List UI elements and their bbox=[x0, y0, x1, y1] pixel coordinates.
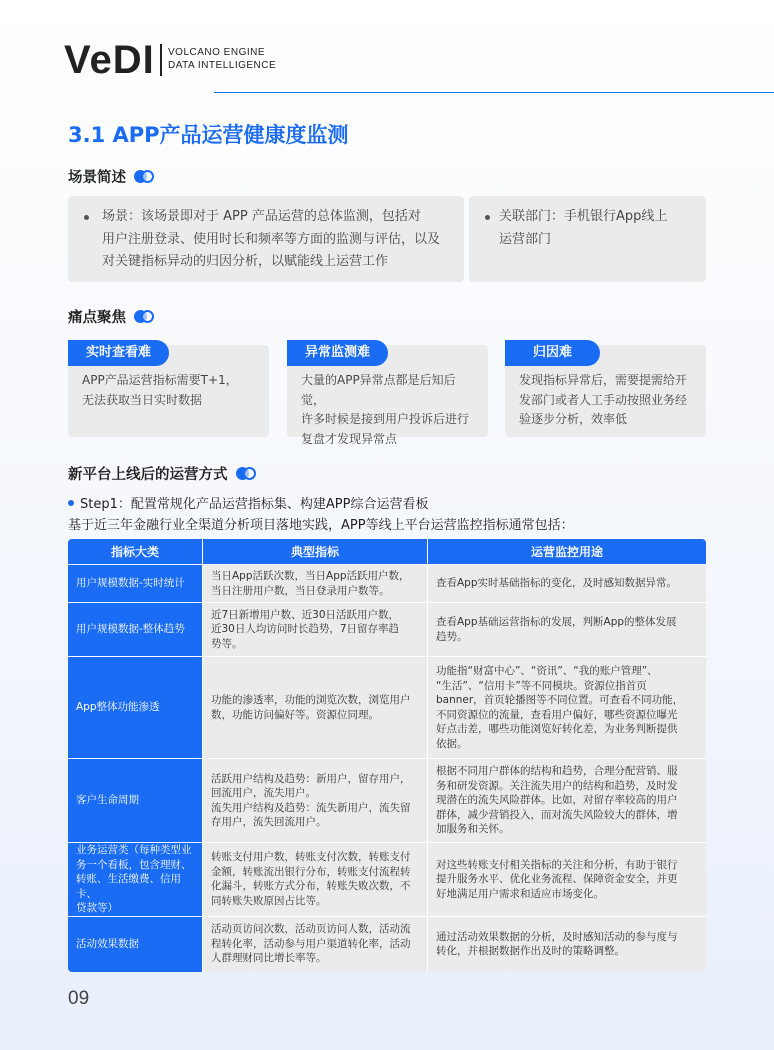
logo-separator bbox=[160, 44, 162, 76]
cell-line: 用户规模数据-整体趋势 bbox=[76, 623, 185, 636]
scene-right-line: 关联部门：手机银行App线上 bbox=[499, 209, 668, 224]
logo-subtitle-line2: DATA INTELLIGENCE bbox=[168, 60, 277, 71]
table-cell-category bbox=[68, 916, 203, 972]
step-dot-icon bbox=[68, 500, 74, 506]
pain-heading bbox=[68, 306, 154, 327]
table-header: 运营监控用途 bbox=[428, 539, 706, 564]
cell-line: 当日注册用户数，当日登录用户数等。 bbox=[211, 584, 390, 597]
cell-line: 数，功能访问偏好等。资源位同理。 bbox=[211, 708, 379, 721]
pain-heading-text: 痛点聚焦 bbox=[68, 310, 126, 326]
pain-card-anomaly bbox=[287, 345, 488, 446]
pain-card-attribution bbox=[505, 345, 706, 437]
table-cell-example bbox=[203, 758, 428, 842]
table-cell-category bbox=[68, 842, 203, 916]
table-cell-example bbox=[203, 564, 428, 602]
cell-line: 务和研发资源。关注流失用户的结构和趋势，及时发 bbox=[436, 779, 678, 792]
cell-line: 加服务和关怀。 bbox=[436, 823, 510, 836]
cell-line: 根据不同用户群体的结构和趋势，合理分配营销、服 bbox=[436, 765, 678, 778]
scene-right-text bbox=[499, 206, 667, 251]
cell-line: 查看App实时基础指标的变化，及时感知数据异常。 bbox=[436, 577, 678, 590]
pain-line: 发部门或者人工手动按照业务经 bbox=[519, 392, 688, 407]
scene-box-left bbox=[68, 196, 464, 282]
toggle-icon bbox=[134, 170, 154, 183]
cell-line: 金额，转账流出银行分布，转账支付流程转 bbox=[211, 865, 411, 878]
pain-line: 验逐步分析，效率低 bbox=[519, 412, 628, 426]
table-cell-category bbox=[68, 564, 203, 602]
table-cell-example bbox=[203, 656, 428, 758]
toggle-icon bbox=[236, 467, 256, 480]
newplat-heading-text: 新平台上线后的运营方式 bbox=[68, 467, 228, 483]
pain-line: 大量的APP异常点都是后知后觉， bbox=[301, 373, 456, 407]
table-cell-example bbox=[203, 602, 428, 656]
cell-line: 存用户，流失回流用户。 bbox=[211, 816, 327, 828]
cell-line: 务一个看板，包含理财、 bbox=[76, 858, 192, 871]
scene-left-text bbox=[102, 206, 440, 274]
cell-line: 趋势。 bbox=[436, 630, 468, 643]
cell-line: 势等。 bbox=[211, 637, 243, 650]
table-row bbox=[68, 602, 706, 656]
page-number: 09 bbox=[68, 988, 90, 1009]
header bbox=[64, 38, 774, 94]
metrics-table bbox=[68, 539, 706, 972]
cell-line: 回流用户，流失用户。 bbox=[211, 787, 316, 799]
table-header-row bbox=[68, 539, 706, 564]
table-row bbox=[68, 916, 706, 972]
cell-line: 功能指“财富中心”、“资讯”、“我的账户管理”、 bbox=[436, 665, 658, 677]
cell-line: 群体，减少营销投入，而对流失风险较大的群体，增 bbox=[436, 808, 678, 821]
cell-line: 程转化率，活动参与用户渠道转化率，活动 bbox=[211, 937, 411, 950]
pain-line: 复盘才发现异常点 bbox=[301, 431, 398, 446]
cell-line: 化漏斗，转账方式分布，转账失败次数，不 bbox=[211, 880, 411, 893]
cell-line: 通过活动效果数据的分析，及时感知活动的参与度与 bbox=[436, 930, 678, 943]
pain-line: 许多时候是接到用户投诉后进行 bbox=[301, 412, 470, 426]
cell-line: “生活”、“信用卡”等不同模块。资源位指首页 bbox=[436, 679, 647, 692]
pain-text bbox=[301, 371, 478, 449]
pain-tag: 归因难 bbox=[505, 340, 600, 366]
cell-line: 转账支付用户数，转账支付次数，转账支付 bbox=[211, 851, 411, 864]
table-row bbox=[68, 758, 706, 842]
table-cell-example bbox=[203, 842, 428, 916]
table-cell-category bbox=[68, 602, 203, 656]
section-title: 3.1 APP产品运营健康度监测 bbox=[68, 123, 349, 147]
cell-line: 同转账失败原因占比等。 bbox=[211, 894, 327, 907]
table-cell-usage bbox=[428, 656, 706, 758]
cell-line: 用户规模数据-实时统计 bbox=[76, 577, 185, 590]
cell-line: 近7日新增用户数、近30日活跃用户数， bbox=[211, 608, 400, 621]
cell-line: 活动页访问次数，活动页访问人数，活动流 bbox=[211, 923, 411, 936]
cell-line: 现潜在的流失风险群体。比如，对留存率较高的用户 bbox=[436, 794, 678, 807]
cell-line: 贷款等） bbox=[76, 902, 118, 914]
table-cell-usage bbox=[428, 564, 706, 602]
scene-heading bbox=[68, 166, 154, 187]
cell-line: 近30日人均访问时长趋势，7日留存率趋 bbox=[211, 623, 400, 636]
header-divider bbox=[214, 92, 774, 93]
table-cell-usage bbox=[428, 602, 706, 656]
cell-line: App整体功能渗透 bbox=[76, 701, 160, 714]
pain-tag: 实时查看难 bbox=[68, 340, 169, 366]
pain-line: 无法获取当日实时数据 bbox=[82, 392, 203, 407]
logo-subtitle-line1: VOLCANO ENGINE bbox=[168, 47, 266, 58]
table-cell-category bbox=[68, 656, 203, 758]
scene-left-line: 场景：该场景即对于 APP 产品运营的总体监测，包括对 bbox=[102, 209, 421, 224]
scene-right-line: 运营部门 bbox=[499, 231, 552, 247]
intro-text: 基于近三年金融行业全渠道分析项目落地实践，APP等线上平台运营监控指标通常包括： bbox=[68, 518, 574, 533]
bullet-icon bbox=[84, 215, 89, 220]
cell-line: 转化，并根据数据作出及时的策略调整。 bbox=[436, 945, 625, 957]
table-header: 指标大类 bbox=[68, 539, 203, 564]
cell-line: 不同资源位的流量，查看用户偏好，哪些资源位曝光 bbox=[436, 708, 678, 721]
table-cell-example bbox=[203, 916, 428, 972]
logo-subtitle bbox=[168, 46, 276, 72]
cell-line: 依据。 bbox=[436, 737, 468, 750]
scene-heading-text: 场景简述 bbox=[68, 170, 126, 186]
step1-text: Step1：配置常规化产品运营指标集、构建APP综合运营看板 bbox=[80, 497, 429, 512]
cell-line: 提升服务水平、优化业务流程、保障资金安全，并更 bbox=[436, 873, 678, 885]
scene-left-line: 用户注册登录、使用时长和频率等方面的监测与评估，以及 bbox=[102, 231, 441, 247]
cell-line: 当日App活跃次数，当日App活跃用户数， bbox=[211, 570, 410, 582]
step1 bbox=[68, 493, 428, 512]
cell-line: 查看App基础运营指标的发展，判断App的整体发展 bbox=[436, 616, 677, 628]
cell-line: banner，首页轮播图等不同位置。可查看不同功能， bbox=[436, 694, 684, 706]
table-cell-usage bbox=[428, 758, 706, 842]
table-header: 典型指标 bbox=[203, 539, 428, 564]
bullet-icon bbox=[485, 215, 490, 220]
table-row bbox=[68, 564, 706, 602]
scene-box-right bbox=[469, 196, 706, 282]
pain-line: APP产品运营指标需要T+1， bbox=[82, 373, 238, 387]
cell-line: 好点击差，哪些功能浏览好转化差，为业务判断提供 bbox=[436, 723, 678, 735]
cell-line: 客户生命周期 bbox=[76, 794, 139, 807]
pain-card-realtime bbox=[68, 345, 269, 437]
pain-tag: 异常监测难 bbox=[287, 340, 388, 366]
table-cell-usage bbox=[428, 916, 706, 972]
table-cell-category bbox=[68, 758, 203, 842]
cell-line: 转账、生活缴费、信用卡、 bbox=[76, 873, 181, 900]
toggle-icon bbox=[134, 310, 154, 323]
cell-line: 好地满足用户需求和适应市场变化。 bbox=[436, 887, 604, 900]
cell-line: 流失用户结构及趋势：流失新用户，流失留 bbox=[211, 801, 411, 814]
table-row bbox=[68, 656, 706, 758]
newplat-heading bbox=[68, 463, 256, 484]
table-cell-usage bbox=[428, 842, 706, 916]
table-row bbox=[68, 842, 706, 916]
scene-left-line: 对关键指标异动的归因分析，以赋能线上运营工作 bbox=[102, 254, 389, 269]
cell-line: 业务运营类（每种类型业 bbox=[76, 844, 192, 856]
vedi-logo: VeDI bbox=[64, 38, 155, 82]
cell-line: 功能的渗透率，功能的浏览次数，浏览用户 bbox=[211, 694, 411, 706]
pain-text bbox=[519, 371, 696, 430]
pain-text bbox=[82, 371, 259, 410]
cell-line: 对这些转账支付相关指标的关注和分析，有助于银行 bbox=[436, 858, 678, 871]
cell-line: 活跃用户结构及趋势：新用户，留存用户， bbox=[211, 772, 411, 785]
cell-line: 活动效果数据 bbox=[76, 937, 139, 950]
pain-line: 发现指标异常后，需要提需给开 bbox=[519, 373, 688, 387]
cell-line: 人群理财同比增长率等。 bbox=[211, 952, 327, 965]
